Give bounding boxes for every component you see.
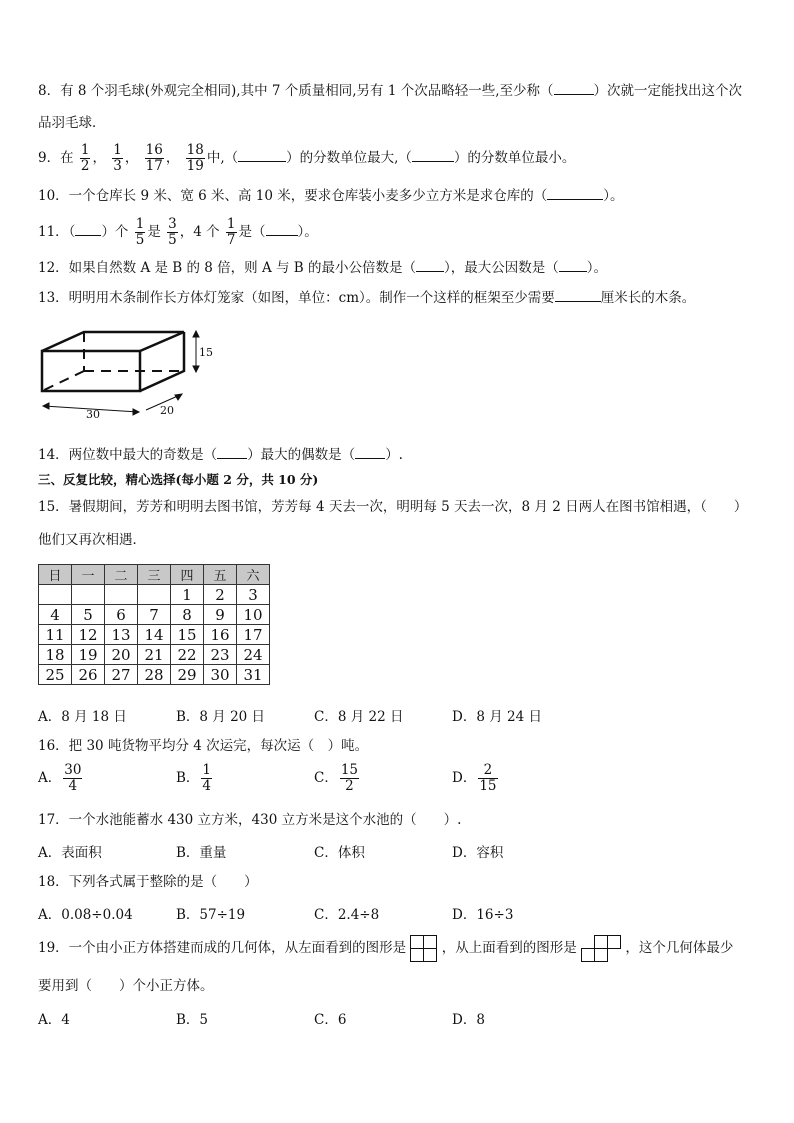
question-18: 18．下列各式属于整除的是（ ） xyxy=(38,874,258,890)
height-label: 15 xyxy=(199,346,213,359)
calendar-row: 11 12 13 14 15 16 17 xyxy=(39,625,270,645)
option-a[interactable]: A．8 月 18 日 xyxy=(38,709,127,725)
weekday-header: 日 xyxy=(39,565,72,585)
answer-blank[interactable] xyxy=(559,271,587,272)
question-8-line2: 品羽毛球． xyxy=(38,115,106,131)
calendar-row: 4 5 6 7 8 9 10 xyxy=(39,605,270,625)
section-heading: 三、反复比较，精心选择(每小题 2 分，共 10 分) xyxy=(38,472,319,487)
answer-blank[interactable] xyxy=(416,271,444,272)
question-19-line1: 19．一个由小正方体搭建而成的几何体，从左面看到的图形是 ，从上面看到的图形是 ，这个几何体最少 xyxy=(38,930,733,966)
option-a[interactable]: A．0.08÷0.04 xyxy=(38,907,133,923)
question-14: 14．两位数中最大的奇数是（ ）最大的偶数是（ ）. xyxy=(38,447,403,463)
option-b[interactable]: B．重量 xyxy=(176,845,227,861)
question-19-line2: 要用到（ ）个小正方体。 xyxy=(38,978,214,994)
answer-blank[interactable] xyxy=(238,161,286,162)
option-c[interactable]: C．体积 xyxy=(314,845,365,861)
option-a[interactable]: A． $\frac{30}{4}$ xyxy=(38,762,82,794)
calendar-row: 25 26 27 28 29 30 31 xyxy=(39,665,270,685)
answer-blank[interactable] xyxy=(75,235,101,236)
question-10: 10．一个仓库长 9 米、宽 6 米、高 10 米，要求仓库装小麦多少立方米是求仓库的（ ）。 xyxy=(38,188,624,204)
cuboid-figure xyxy=(36,328,216,423)
option-c[interactable]: C．8 月 22 日 xyxy=(314,709,404,725)
question-16: 16．把 30 吨货物平均分 4 次运完，每次运（ ）吨。 xyxy=(38,738,369,754)
width-label: 20 xyxy=(160,404,174,417)
fraction: $\frac{1}{7}$ xyxy=(226,216,236,248)
weekday-header: 二 xyxy=(105,565,138,585)
question-15-line2: 他们又再次相遇． xyxy=(38,532,146,548)
option-d[interactable]: D．16÷3 xyxy=(452,907,514,923)
answer-blank[interactable] xyxy=(355,458,385,459)
answer-blank[interactable] xyxy=(555,301,601,302)
question-11: 11．（ ）个 $\frac{1}{5}$ 是 $\frac{3}{5}$ ，4 个 $\frac{1}{7}$ 是（ ）。 xyxy=(38,216,318,248)
weekday-header: 四 xyxy=(171,565,204,585)
option-d[interactable]: D． $\frac{2}{15}$ xyxy=(452,762,497,794)
answer-blank[interactable] xyxy=(217,458,247,459)
calendar-row: 1 2 3 xyxy=(39,585,270,605)
option-a[interactable]: A．表面积 xyxy=(38,845,102,861)
option-b[interactable]: B． $\frac{1}{4}$ xyxy=(176,762,212,794)
answer-blank[interactable] xyxy=(554,94,594,95)
option-c[interactable]: C．2.4÷8 xyxy=(314,907,380,923)
question-17: 17．一个水池能蓄水 430 立方米，430 立方米是这个水池的（ ）. xyxy=(38,812,462,828)
question-8-line1: 8．有 8 个羽毛球(外观完全相同),其中 7 个质量相同,另有 1 个次品略轻一些,至少称（ ）次就一定能找出这个次 xyxy=(38,83,743,99)
fraction: $\frac{1}{3}$ xyxy=(113,142,122,174)
weekday-header: 六 xyxy=(237,565,270,585)
answer-blank[interactable] xyxy=(547,199,603,200)
top-view-figure xyxy=(581,935,621,962)
answer-blank[interactable] xyxy=(266,235,298,236)
option-b[interactable]: B．8 月 20 日 xyxy=(176,709,266,725)
calendar-row: 18 19 20 21 22 23 24 xyxy=(39,645,270,665)
fraction: $\frac{1}{4}$ xyxy=(202,762,212,794)
fraction: $\frac{3}{5}$ xyxy=(168,216,177,248)
question-15-line1: 15．暑假期间，芳芳和明明去图书馆，芳芳每 4 天去一次，明明每 5 天去一次，8 月 2 日两人在图书馆相遇，（ ） xyxy=(38,499,748,515)
question-12: 12．如果自然数 A 是 B 的 8 倍，则 A 与 B 的最小公倍数是（ ），最大公因数是（ ）。 xyxy=(38,260,608,276)
option-c[interactable]: C．6 xyxy=(314,1012,347,1028)
answer-blank[interactable] xyxy=(412,161,454,162)
option-a[interactable]: A．4 xyxy=(38,1012,70,1028)
fraction: $\frac{18}{19}$ xyxy=(186,142,204,174)
option-d[interactable]: D．容积 xyxy=(452,845,504,861)
option-c[interactable]: C． $\frac{15}{2}$ xyxy=(314,762,359,794)
question-13: 13．明明用木条制作长方体灯笼家（如图，单位：cm）。制作一个这样的框架至少需要 厘米长的木条。 xyxy=(38,290,696,306)
fraction: $\frac{1}{5}$ xyxy=(135,216,145,248)
option-d[interactable]: D．8 xyxy=(452,1012,485,1028)
fraction: $\frac{30}{4}$ xyxy=(64,762,82,794)
weekday-header: 一 xyxy=(72,565,105,585)
option-d[interactable]: D．8 月 24 日 xyxy=(452,709,542,725)
question-9: 9．在 $\frac{1}{2}$ ， $\frac{1}{3}$ ， $\frac{16}{17}$ ， $\frac{18}{19}$ 中,（ ）的分数单位最大,（ ）的分数单位最小。 xyxy=(38,142,576,174)
left-view-figure xyxy=(410,935,437,962)
length-label: 30 xyxy=(86,408,100,421)
weekday-header: 三 xyxy=(138,565,171,585)
option-b[interactable]: B．57÷19 xyxy=(176,907,246,923)
option-b[interactable]: B．5 xyxy=(176,1012,209,1028)
fraction: $\frac{1}{2}$ xyxy=(80,142,90,174)
fraction: $\frac{2}{15}$ xyxy=(479,762,497,794)
fraction: $\frac{16}{17}$ xyxy=(145,142,163,174)
weekday-header: 五 xyxy=(204,565,237,585)
august-calendar xyxy=(38,564,270,685)
fraction: $\frac{15}{2}$ xyxy=(340,762,359,794)
